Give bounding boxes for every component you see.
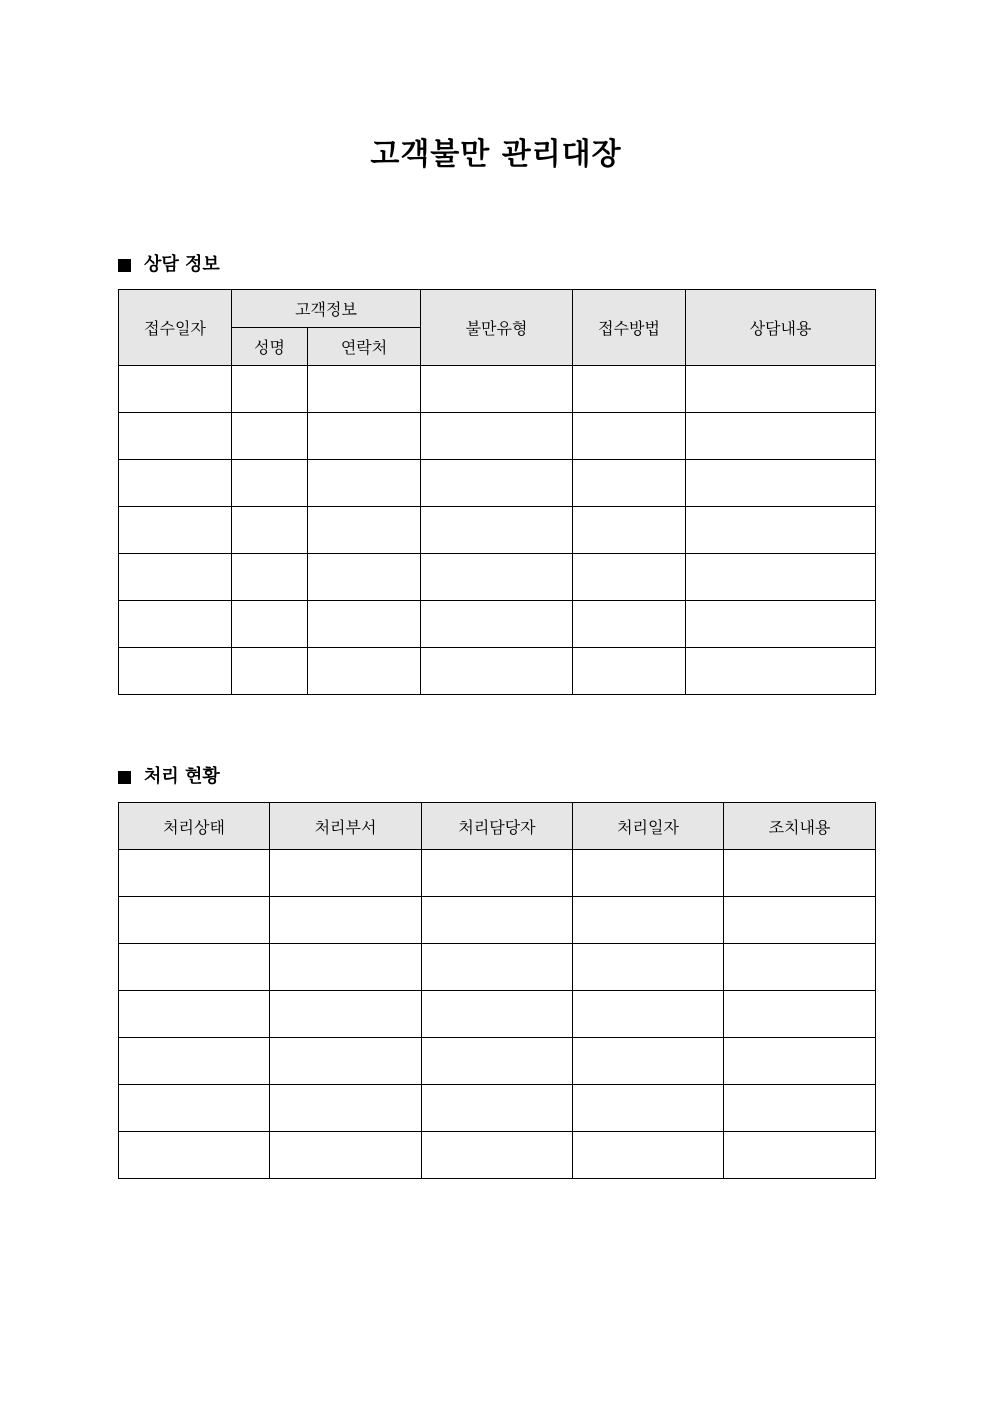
table-cell[interactable] — [686, 601, 876, 648]
table-cell[interactable] — [724, 897, 876, 944]
table-cell[interactable] — [119, 1038, 270, 1085]
table-cell[interactable] — [270, 991, 422, 1038]
table-cell[interactable] — [308, 460, 421, 507]
table-cell[interactable] — [573, 554, 686, 601]
table-cell[interactable] — [686, 460, 876, 507]
header-processing-col: 처리상태 — [119, 803, 270, 850]
table-cell[interactable] — [270, 944, 422, 991]
table-cell[interactable] — [724, 1038, 876, 1085]
table-cell[interactable] — [232, 507, 308, 554]
table-cell[interactable] — [119, 897, 270, 944]
table-row — [119, 1132, 876, 1179]
table-row — [119, 897, 876, 944]
table-row — [119, 366, 876, 413]
table-cell[interactable] — [724, 991, 876, 1038]
table-cell[interactable] — [422, 991, 573, 1038]
table-cell[interactable] — [421, 554, 573, 601]
table-cell[interactable] — [724, 850, 876, 897]
processing-table — [118, 802, 876, 1179]
table-cell[interactable] — [724, 1132, 876, 1179]
table-cell[interactable] — [308, 413, 421, 460]
table-cell[interactable] — [422, 1132, 573, 1179]
table-cell[interactable] — [422, 1038, 573, 1085]
table-cell[interactable] — [573, 1038, 724, 1085]
table-cell[interactable] — [119, 944, 270, 991]
table-cell[interactable] — [686, 554, 876, 601]
table-cell[interactable] — [232, 460, 308, 507]
table-cell[interactable] — [573, 1085, 724, 1132]
header-processing-col: 조치내용 — [724, 803, 876, 850]
table-cell[interactable] — [308, 507, 421, 554]
table-row — [119, 1038, 876, 1085]
table-cell[interactable] — [119, 554, 232, 601]
table-cell[interactable] — [421, 366, 573, 413]
table-row — [119, 554, 876, 601]
table-cell[interactable] — [573, 507, 686, 554]
table-cell[interactable] — [573, 897, 724, 944]
header-processing-col: 처리부서 — [270, 803, 422, 850]
table-cell[interactable] — [724, 944, 876, 991]
table-cell[interactable] — [573, 601, 686, 648]
table-cell[interactable] — [119, 366, 232, 413]
header-received-method: 접수방법 — [573, 290, 686, 366]
table-cell[interactable] — [119, 991, 270, 1038]
table-cell[interactable] — [119, 601, 232, 648]
table-row — [119, 1085, 876, 1132]
square-bullet-icon — [118, 771, 131, 784]
table-cell[interactable] — [573, 991, 724, 1038]
table-cell[interactable] — [119, 460, 232, 507]
header-processing-col: 처리일자 — [573, 803, 724, 850]
table-cell[interactable] — [119, 648, 232, 695]
section-heading-consultation — [118, 252, 220, 278]
table-cell[interactable] — [232, 366, 308, 413]
table-cell[interactable] — [422, 850, 573, 897]
table-cell[interactable] — [232, 413, 308, 460]
section-heading-label: 상담 정보 — [144, 254, 220, 275]
table-cell[interactable] — [573, 850, 724, 897]
section-heading-label: 처리 현황 — [144, 766, 220, 787]
table-cell[interactable] — [308, 366, 421, 413]
square-bullet-icon — [118, 259, 131, 272]
table-cell[interactable] — [270, 1132, 422, 1179]
table-cell[interactable] — [119, 1085, 270, 1132]
table-cell[interactable] — [686, 413, 876, 460]
table-row — [119, 507, 876, 554]
header-complaint-type: 불만유형 — [421, 290, 573, 366]
table-cell[interactable] — [422, 897, 573, 944]
table-cell[interactable] — [270, 897, 422, 944]
table-row — [119, 413, 876, 460]
header-customer-info: 고객정보 — [232, 290, 421, 328]
header-processing-col: 처리담당자 — [422, 803, 573, 850]
table-row — [119, 944, 876, 991]
table-cell[interactable] — [270, 1085, 422, 1132]
table-cell[interactable] — [573, 366, 686, 413]
table-cell[interactable] — [421, 601, 573, 648]
table-cell[interactable] — [573, 648, 686, 695]
table-cell[interactable] — [422, 1085, 573, 1132]
table-cell[interactable] — [573, 460, 686, 507]
table-cell[interactable] — [421, 413, 573, 460]
table-row — [119, 850, 876, 897]
table-cell[interactable] — [421, 507, 573, 554]
table-cell[interactable] — [421, 460, 573, 507]
table-cell[interactable] — [724, 1085, 876, 1132]
table-row — [119, 648, 876, 695]
table-cell[interactable] — [270, 1038, 422, 1085]
section-heading-processing — [118, 764, 220, 790]
table-cell[interactable] — [119, 850, 270, 897]
table-cell[interactable] — [119, 1132, 270, 1179]
table-cell[interactable] — [119, 507, 232, 554]
consultation-table — [118, 289, 876, 695]
table-cell[interactable] — [573, 944, 724, 991]
table-cell[interactable] — [421, 648, 573, 695]
table-row — [119, 460, 876, 507]
page-title: 고객불만 관리대장 — [370, 137, 622, 172]
table-row — [119, 601, 876, 648]
header-consultation-details: 상담내용 — [686, 290, 876, 366]
header-received-date: 접수일자 — [119, 290, 232, 366]
header-name: 성명 — [232, 328, 308, 366]
table-cell[interactable] — [232, 601, 308, 648]
table-cell[interactable] — [686, 648, 876, 695]
header-contact: 연락처 — [308, 328, 421, 366]
table-cell[interactable] — [573, 413, 686, 460]
table-cell[interactable] — [119, 413, 232, 460]
table-cell[interactable] — [232, 554, 308, 601]
table-cell[interactable] — [232, 648, 308, 695]
table-cell[interactable] — [308, 648, 421, 695]
table-cell[interactable] — [308, 601, 421, 648]
table-cell[interactable] — [686, 507, 876, 554]
table-row — [119, 991, 876, 1038]
table-cell[interactable] — [270, 850, 422, 897]
table-cell[interactable] — [308, 554, 421, 601]
table-cell[interactable] — [686, 366, 876, 413]
table-cell[interactable] — [573, 1132, 724, 1179]
table-cell[interactable] — [422, 944, 573, 991]
